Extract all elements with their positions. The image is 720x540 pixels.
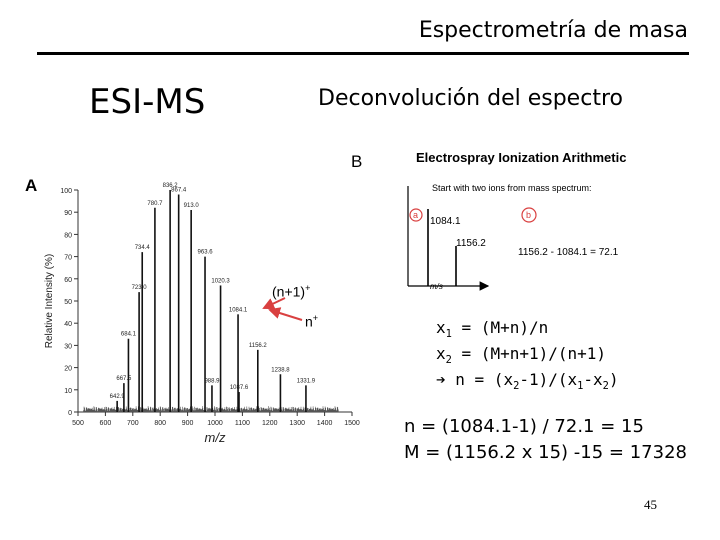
peak-label: 836.2: [162, 183, 178, 189]
figure-b-peak-a-value: 1084.1: [430, 216, 461, 227]
y-tick-label: 100: [60, 188, 72, 195]
x-tick-label: 800: [154, 420, 167, 427]
calculation-m: M = (1156.2 x 15) -15 = 17328: [404, 442, 687, 463]
x-tick-label: 500: [72, 420, 84, 427]
peak-label: 1084.1: [228, 307, 248, 314]
arrow-n: [270, 310, 302, 320]
panel-b-label: B: [351, 152, 363, 171]
x-tick-label: 700: [126, 420, 139, 427]
figure-b-subtitle: Start with two ions from mass spectrum:: [432, 183, 592, 193]
peak-label: 723.0: [131, 285, 147, 292]
arrow-n-plus-1: [264, 298, 285, 308]
figure-b-peak-b-value: 1156.2: [456, 238, 486, 249]
peak-label: 667.5: [116, 376, 132, 383]
calculation-n: n = (1084.1-1) / 72.1 = 15: [404, 416, 644, 437]
x-tick-label: 1400: [316, 420, 333, 427]
y-tick-label: 70: [64, 254, 72, 262]
page-number: 45: [644, 497, 657, 512]
peak-label: 1238.8: [271, 367, 290, 374]
peak-label: 963.6: [197, 249, 213, 256]
slide-header-title: Espectrometría de masa: [418, 18, 688, 43]
peak-label: 1156.2: [248, 342, 267, 349]
x-tick-label: 1500: [344, 420, 360, 427]
x-tick-label: 1100: [234, 420, 250, 427]
annotation-n-plus-1: (n+1)+: [272, 283, 311, 300]
esi-arithmetic-figure: [400, 146, 700, 301]
x-tick-label: 1200: [262, 420, 278, 427]
figure-b-title: Electrospray Ionization Arithmetic: [416, 150, 627, 165]
figure-b-difference: 1156.2 - 1084.1 = 72.1: [518, 247, 619, 258]
y-tick-label: 90: [64, 210, 72, 218]
peak-label: 1020.3: [211, 278, 230, 285]
equation-n: ➔ $n = (x_2-1)/(x_1-x_2)$: [436, 370, 619, 393]
annotation-arrows: [240, 270, 320, 340]
peak-label: 780.7: [147, 200, 163, 207]
figure-b-axis-label: m/s: [430, 282, 443, 291]
x-tick-label: 1300: [289, 420, 305, 427]
equation-x1: $x_1 = (M+n)/n$: [436, 318, 549, 341]
y-tick-label: 20: [64, 365, 72, 373]
peak-label: 684.1: [120, 331, 136, 338]
peak-label: 913.0: [183, 202, 199, 209]
figure-b-label-a: a: [413, 210, 419, 220]
annotation-n: n+: [305, 313, 319, 330]
y-tick-label: 50: [64, 299, 72, 306]
x-axis-label: m/z: [204, 430, 226, 445]
peak-label: 734.4: [134, 245, 150, 252]
equation-x2: $x_2 = (M+n+1)/(n+1)$: [436, 344, 607, 367]
peak-label: 1331.9: [296, 378, 316, 385]
y-tick-label: 60: [64, 276, 72, 284]
x-tick-label: 900: [181, 420, 194, 427]
peak-label: 642.9: [109, 393, 125, 400]
header-divider: [37, 52, 689, 55]
peak-label: 1087.6: [229, 385, 249, 392]
noise-baseline: [84, 406, 339, 412]
y-tick-label: 30: [64, 343, 72, 351]
y-tick-label: 0: [68, 410, 72, 417]
slide-subtitle: Deconvolución del espectro: [318, 86, 623, 111]
slide-left-title: ESI-MS: [89, 82, 206, 122]
x-tick-label: 1000: [207, 420, 223, 427]
peak-label: 867.4: [171, 187, 187, 194]
right-arrow-icon: ➔: [436, 370, 446, 389]
panel-a-label: A: [25, 176, 38, 195]
x-tick-label: 600: [99, 420, 112, 427]
y-tick-label: 10: [64, 387, 72, 395]
y-axis-label: Relative Intensity (%): [44, 253, 55, 349]
y-tick-label: 40: [64, 321, 72, 329]
peak-label: 988.9: [204, 378, 220, 385]
figure-b-label-b: b: [526, 210, 532, 220]
y-tick-label: 80: [64, 232, 72, 240]
